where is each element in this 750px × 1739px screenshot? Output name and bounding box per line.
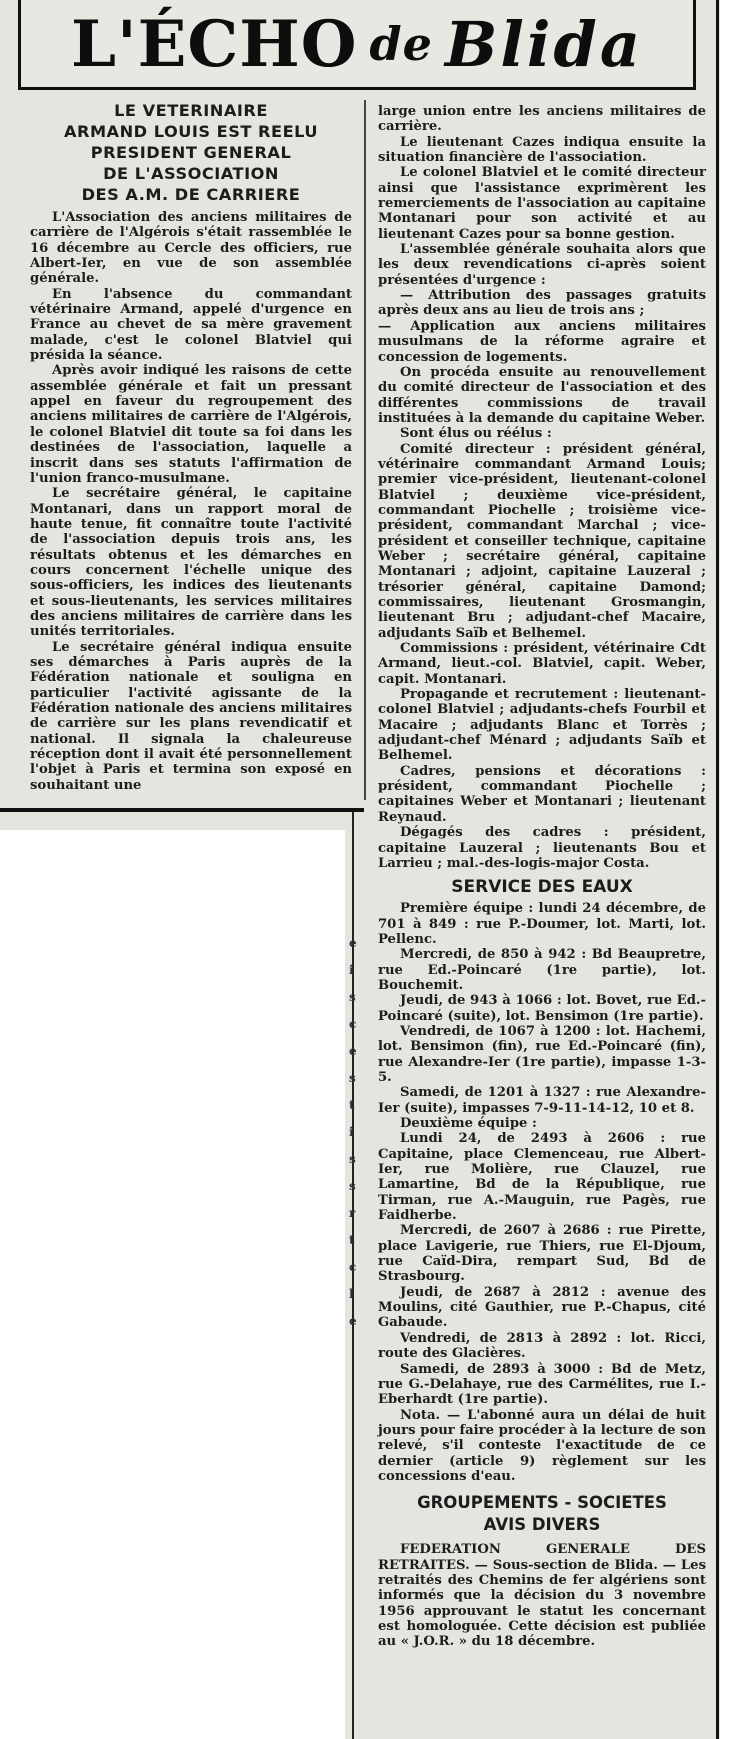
- right-column: [378, 104, 706, 1650]
- article-2-paragraph: Première équipe : lundi 24 décembre, de 701 à 849 : rue P.-Doumer, lot. Marti, lot. Pellenc.: [378, 901, 706, 947]
- article-2-paragraph: Nota. — L'abonné aura un délai de huit jours pour faire procéder à la lecture de son relevé, s'il conteste l'exactitude de ce dernier (article 9) règlement sur les concessions d'eau.: [378, 1407, 706, 1484]
- article-1-headline: LE VETERINAIRE ARMAND LOUIS EST REELU PRESIDENT GENERAL DE L'ASSOCIATION DES A.M. DE CARRIERE: [63, 101, 319, 204]
- article-1-paragraph: Le secrétaire général, le capitaine Montanari, dans un rapport moral de haute tenue, fit connaître toute l'activité de l'association depuis trois ans, les résultats obtenus et les démarches en cours concernent l'échelle unique des sous-officiers, les indices des lieutenants et sous-lieutenants, les services militaires des anciens militaires de carrière dans les unités territoriales.: [30, 486, 352, 640]
- article-1-continuation: large union entre les anciens militaires de carrière.: [378, 104, 706, 135]
- article-2-headline: SERVICE DES EAUX: [451, 877, 633, 898]
- article-1-paragraph: Le secrétaire général indiqua ensuite ses démarches à Paris auprès de la Fédération nationale et souligna en particulier l'activité agissante de la Fédération nationale des anciens militaires de carrière sur les plans revendicatif et national. Il signala la chaleureuse réception dont il avait été personnellement l'objet à Paris et termina son exposé en souhaitant une: [30, 639, 352, 793]
- article-1-paragraph: Après avoir indiqué les raisons de cette assemblée générale et fait un pressant appel en faveur du regroupement des anciens militaires de carrière de l'Algérois, le colonel Blatviel dit toute sa foi dans les destinées de l'association, laquelle a inscrit dans ses statuts l'affirmation de l'union franco-musulmane.: [30, 363, 352, 486]
- article-2-paragraph: Jeudi, de 2687 à 2812 : avenue des Moulins, cité Gauthier, rue P.-Chapus, cité Gabaude.: [378, 1284, 706, 1331]
- article-1-continuation: Commissions : président, vétérinaire Cdt Armand, lieut.-col. Blatviel, capit. Weber, capit. Montanari.: [378, 641, 706, 687]
- article-2-paragraph: Jeudi, de 943 à 1066 : lot. Bovet, rue Ed.-Poincaré (suite), lot. Bensimon (1re partie).: [378, 993, 706, 1024]
- article-2-paragraph: Samedi, de 1201 à 1327 : rue Alexandre-Ier (suite), impasses 7-9-11-14-12, 10 et 8.: [378, 1085, 706, 1116]
- article-1-continuation: Le lieutenant Cazes indiqua ensuite la situation financière de l'association.: [378, 134, 706, 166]
- article-2-paragraph: Mercredi, de 850 à 942 : Bd Beaupretre, rue Ed.-Poincaré (1re partie), lot. Bouchemit.: [378, 947, 706, 993]
- right-column-rule: [716, 0, 719, 1739]
- article-1-continuation: L'assemblée générale souhaita alors que les deux revendications ci-après soient présentées d'urgence :: [378, 242, 706, 288]
- cropped-column-letters: e i s c e s t i s s r t c l e: [349, 936, 357, 1328]
- article-1-continuation: Dégagés des cadres : président, capitaine Lauzeral ; lieutenants Bou et Larrieu ; mal.-des-logis-major Costa.: [378, 825, 706, 871]
- masthead-title: [18, 4, 696, 84]
- article-1-continuation: Propagande et recrutement : lieutenant-colonel Blatviel ; adjudants-chefs Fourbil et Macaire ; adjudants Blanc et Torrès ; adjudant-chef Ménard ; adjudants Saïb et Belhemel.: [378, 687, 706, 764]
- article-end-rule: [0, 808, 364, 812]
- article-2-paragraph: Samedi, de 2893 à 3000 : Bd de Metz, rue G.-Delahaye, rue des Carmélites, rue I.-Eberhardt (1re partie).: [378, 1361, 706, 1408]
- article-2-paragraph: Vendredi, de 2813 à 2892 : lot. Ricci, route des Glacières.: [378, 1330, 706, 1362]
- article-1-continuation: Le colonel Blatviel et le comité directeur ainsi que l'assistance exprimèrent les remerciements de l'association au capitaine Montanari pour son activité et au lieutenant Cazes pour sa bonne gestion.: [378, 165, 706, 242]
- column-divider: [364, 100, 366, 800]
- article-3-headline: GROUPEMENTS - SOCIETES AVIS DIVERS: [417, 1493, 667, 1535]
- left-column: [30, 100, 352, 793]
- masthead-part-1: L'ÉCHO: [70, 6, 358, 82]
- article-1-continuation: Cadres, pensions et décorations : président, commandant Piochelle ; capitaines Weber et Montanari ; lieutenant Reynaud.: [378, 763, 706, 825]
- article-2-paragraph: Mercredi, de 2607 à 2686 : rue Pirette, place Lavigerie, rue Thiers, rue El-Djoum, rue Caïd-Dira, rempart Sud, Bd de Strasbourg.: [378, 1223, 706, 1285]
- masthead-part-2: de: [369, 17, 433, 71]
- article-2-paragraph: Lundi 24, de 2493 à 2606 : rue Capitaine, place Clemenceau, rue Albert-Ier, rue Molière, rue Clauzel, rue Lamartine, Bd de la République, rue Tirman, rue A.-Mauguin, rue Pagès, rue Faidherbe.: [378, 1131, 706, 1224]
- article-2-paragraph: Deuxième équipe :: [400, 1116, 537, 1131]
- article-1-continuation: — Application aux anciens militaires musulmans de la réforme agraire et concession de logements.: [378, 318, 706, 365]
- article-1-paragraph: L'Association des anciens militaires de carrière de l'Algérois s'était rassemblée le 16 décembre au Cercle des officiers, rue Albert-Ier, en vue de son assemblée générale.: [30, 210, 352, 287]
- article-1-continuation: Sont élus ou réélus :: [400, 426, 552, 442]
- article-1-continuation: Comité directeur : président général, vétérinaire commandant Armand Louis; premier vice-président, lieutenant-colonel Blatviel ; deuxième vice-président, commandant Piochelle ; troisième vice-président, commandant Marchal ; vice-président et conseiller technique, capitaine Weber ; secrétaire général, capitaine Montanari ; adjoint, capitaine Lauzeral ; trésorier général, capitaine Damond; commissaires, lieutenant Grosmangin, lieutenant Bru ; adjudant-chef Macaire, adjudants Saïb et Belhemel.: [378, 441, 706, 641]
- article-1-continuation: — Attribution des passages gratuits après deux ans au lieu de trois ans ;: [378, 288, 706, 319]
- article-2-paragraph: Vendredi, de 1067 à 1200 : lot. Hachemi, lot. Bensimon (fin), rue Ed.-Poincaré (fin), rue Alexandre-Ier (1re partie), impasse 1-3-5.: [378, 1023, 706, 1085]
- article-1-continuation: On procéda ensuite au renouvellement du comité directeur de l'association et des différentes commissions de travail instituées à la demande du capitaine Weber.: [378, 364, 706, 426]
- article-3-paragraph: FEDERATION GENERALE DES RETRAITES. — Sous-section de Blida. — Les retraités des Chemins de fer algériens sont informés que la décision du 3 novembre 1956 approuvant le statut les concernant est homologuée. Cette décision est publiée au « J.O.R. » du 18 décembre.: [378, 1542, 706, 1650]
- masthead-part-3: Blida: [444, 7, 643, 81]
- article-1-paragraph: En l'absence du commandant vétérinaire Armand, appelé d'urgence en France au chevet de sa mère gravement malade, c'est le colonel Blatviel qui présida la séance.: [30, 286, 352, 364]
